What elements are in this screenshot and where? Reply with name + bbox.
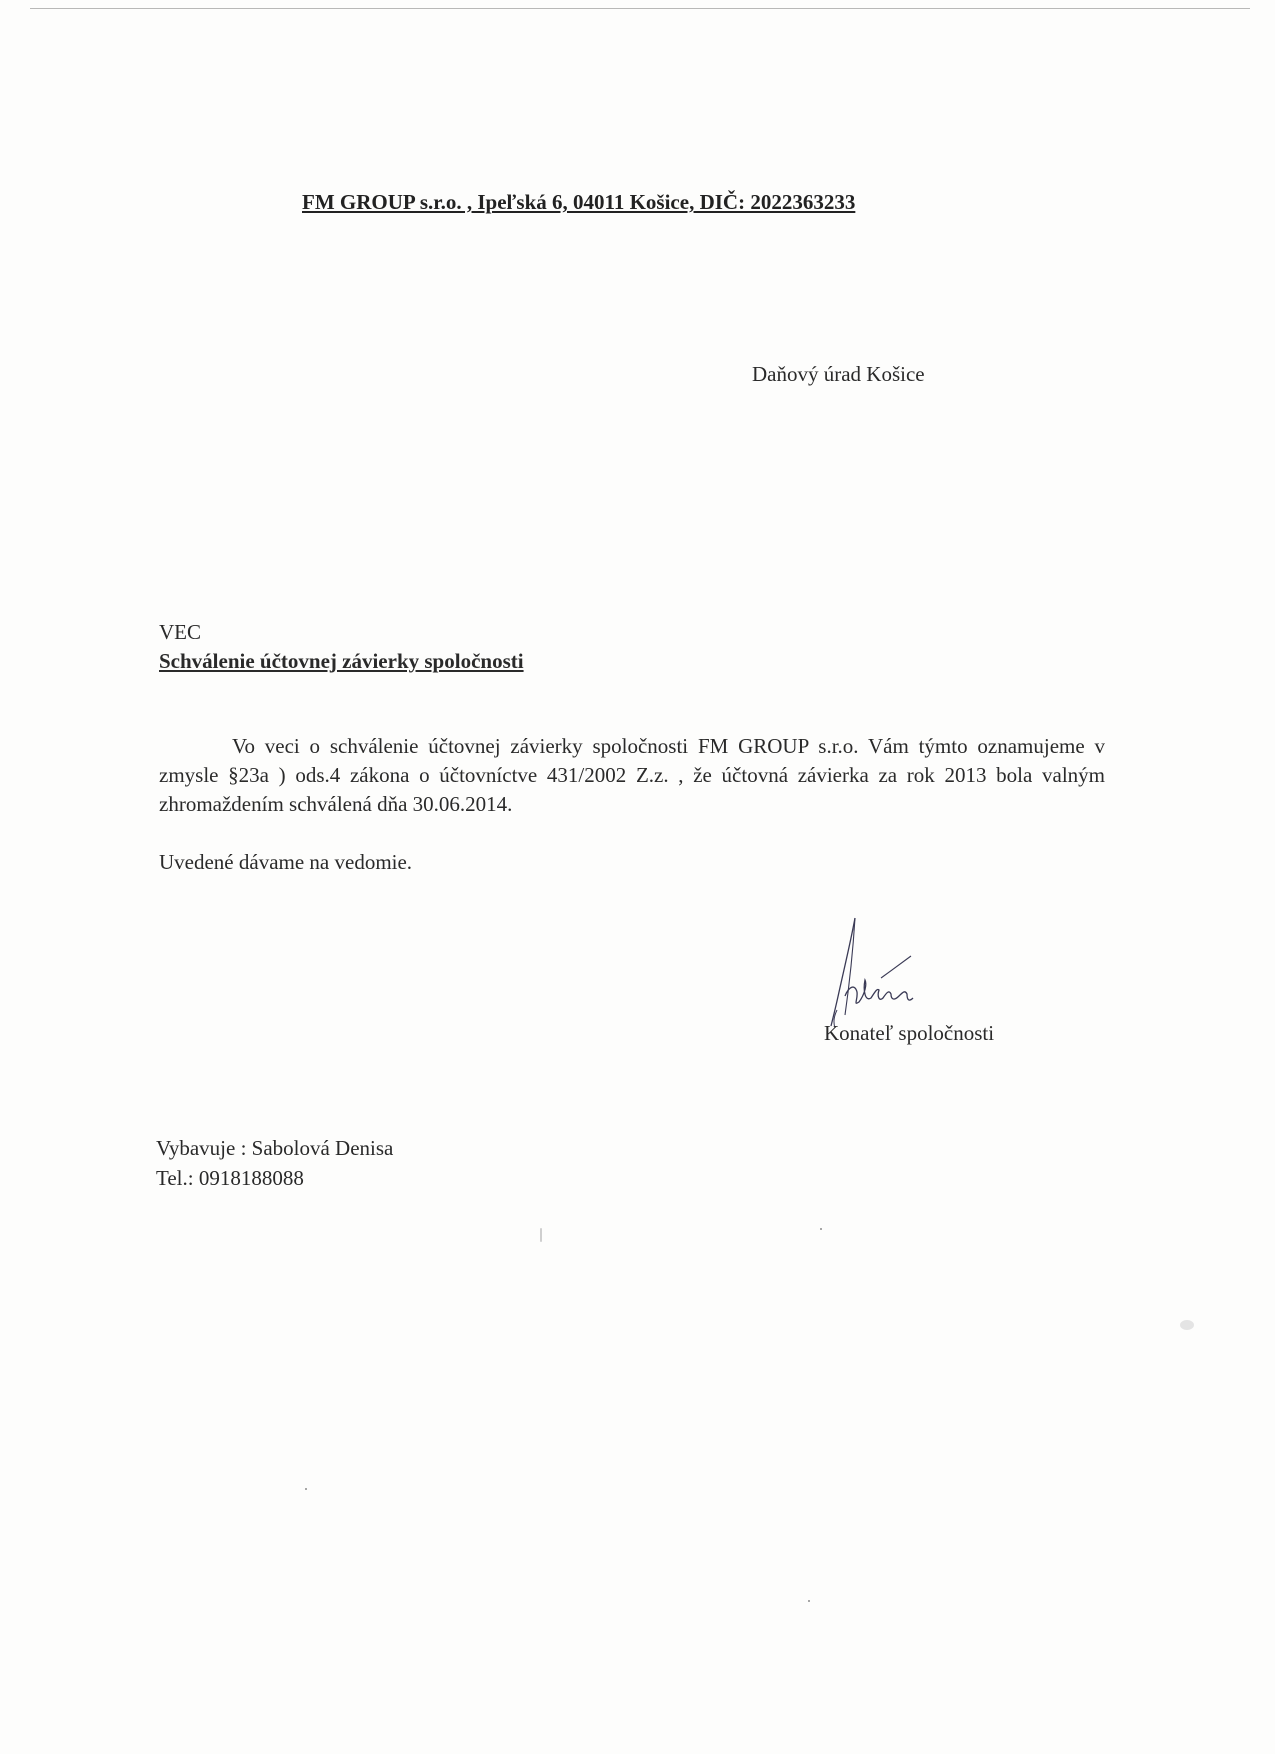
- signer-role: Konateľ spoločnosti: [824, 1021, 995, 1045]
- scan-edge-line: [30, 8, 1250, 9]
- scan-speck: [305, 1488, 307, 1490]
- closing-line: Uvedené dávame na vedomie.: [159, 850, 413, 874]
- scan-speck: [808, 1600, 810, 1602]
- company-header: FM GROUP s.r.o. , Ipeľská 6, 04011 Košice, DIČ: 2022363233: [302, 190, 856, 214]
- subject-title: Schválenie účtovnej závierky spoločnosti: [159, 649, 524, 673]
- body-paragraph: Vo veci o schválenie účtovnej závierky spoločnosti FM GROUP s.r.o. Vám týmto oznamujeme v zmysle §23a ) ods.4 zákona o účtovníctve 431/2002 Z.z. , že účtovná závierka za rok 2013 bola valným zhromaždením schválená dňa 30.06.2014.: [159, 734, 1105, 816]
- handled-by: Vybavuje : Sabolová Denisa: [156, 1136, 394, 1160]
- phone-number: Tel.: 0918188088: [156, 1166, 304, 1190]
- signature-stroke: [881, 956, 911, 978]
- subject-label: VEC: [159, 620, 201, 644]
- recipient-address: Daňový úrad Košice: [752, 362, 925, 386]
- signature-stroke: [845, 918, 855, 1015]
- scan-speck: [1180, 1320, 1194, 1330]
- scan-speck: [820, 1228, 822, 1230]
- scan-speck: [540, 1228, 542, 1242]
- signature-stroke: [845, 980, 913, 1003]
- signature-stroke: [831, 918, 855, 1026]
- handwritten-signature: [815, 910, 925, 1030]
